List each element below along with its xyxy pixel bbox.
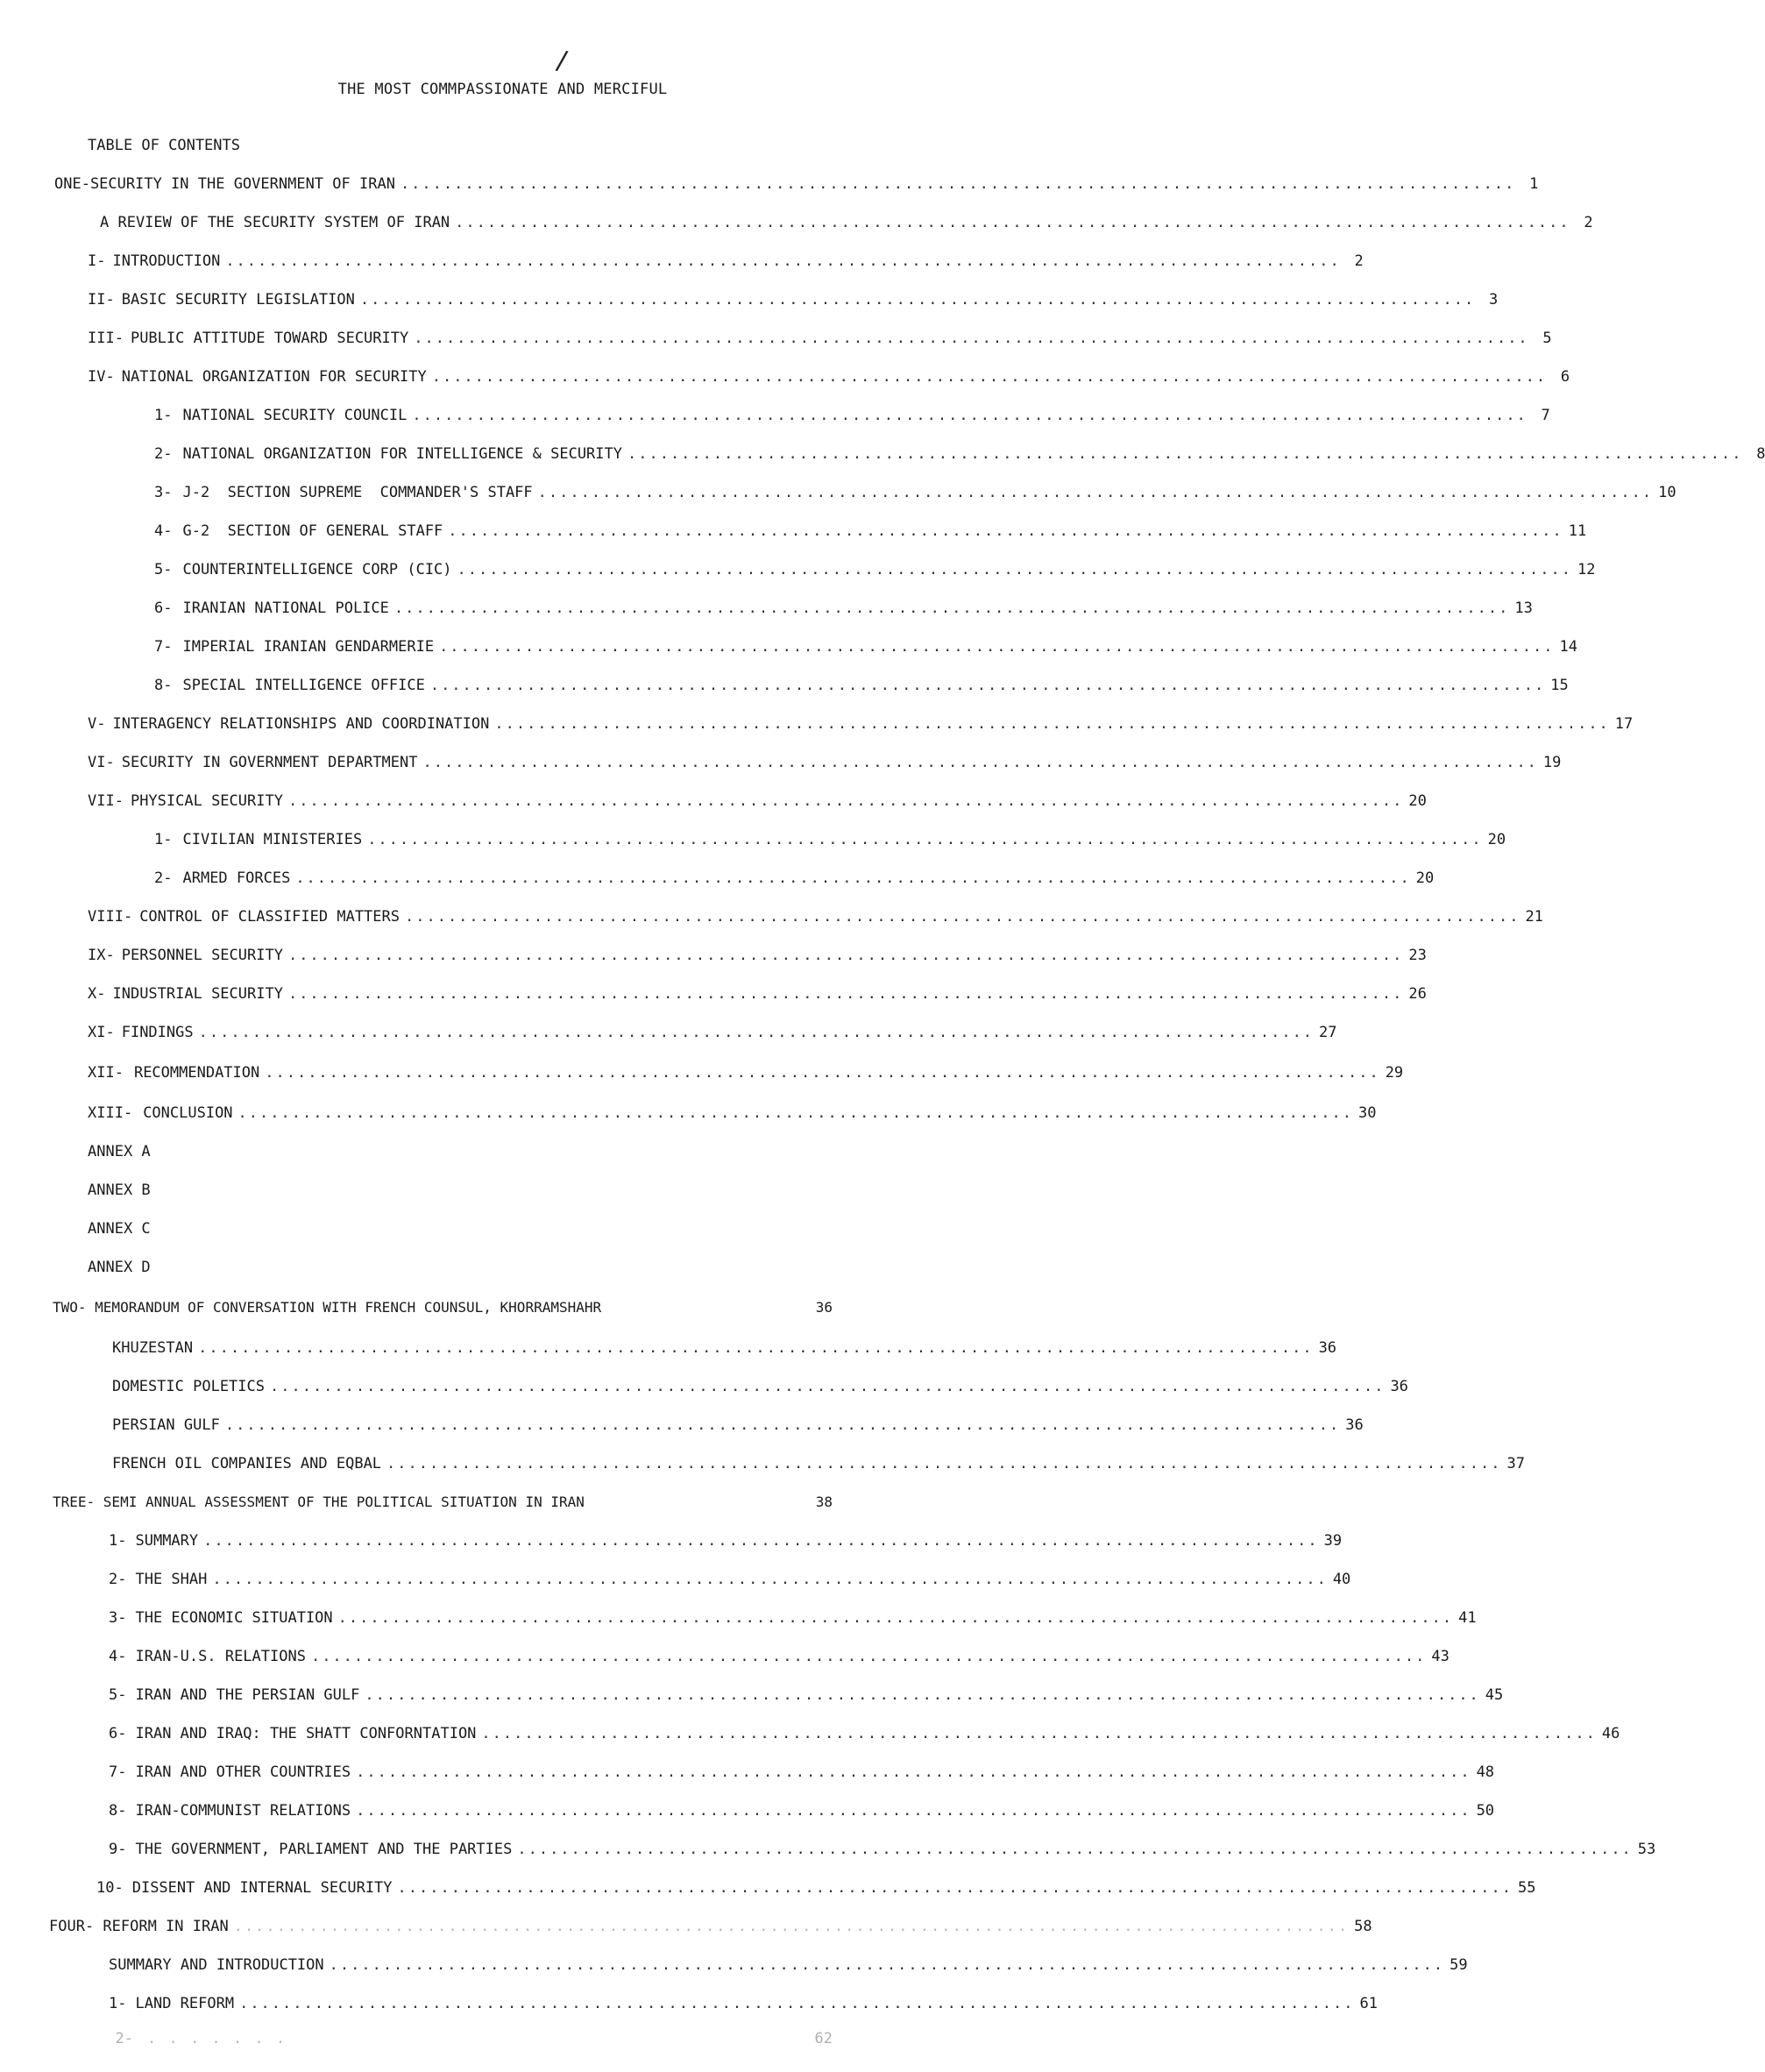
toc-entry [88, 252, 1364, 275]
toc-entry-page: 48 [1476, 1763, 1495, 1781]
toc-entry-page: 43 [1431, 1648, 1450, 1665]
toc-entry [54, 175, 1539, 198]
dot-leader: ........................................................................................................ [397, 1879, 1513, 1897]
toc-entry [88, 985, 1427, 1008]
toc-entry-page: 20 [1415, 869, 1435, 887]
toc-entry-number: 3- [109, 1609, 127, 1627]
toc-entry-label: IRAN-U.S. RELATIONS [135, 1648, 306, 1665]
toc-entry [109, 1763, 1495, 1786]
dot-leader: ........................................................................................................ [393, 600, 1510, 617]
toc-entry-label: IRAN AND OTHER COUNTRIES [135, 1763, 351, 1781]
toc-entry [49, 1918, 1372, 1941]
toc-entry-page: 3 [1489, 291, 1499, 309]
dot-leader: ........................................................................................................ [203, 1532, 1319, 1550]
toc-entry-page: 13 [1514, 600, 1533, 617]
toc-entry-label: CONTROL OF CLASSIFIED MATTERS [139, 908, 400, 926]
toc-entry-page: 17 [1614, 715, 1634, 733]
dot-leader: ........................................................................................................ [198, 1024, 1315, 1041]
toc-entry [109, 1686, 1504, 1709]
dot-leader: ........................................................................................................ [494, 715, 1610, 733]
toc-entry-page: 58 [1354, 1918, 1372, 1935]
toc-entry [109, 1956, 1468, 1979]
toc-entry-page: 6 [1560, 368, 1570, 386]
toc-entry [109, 1532, 1343, 1555]
toc-entry [154, 831, 1506, 854]
toc-entry-number: 2- [154, 869, 173, 887]
toc-entry-label: G-2 SECTION OF GENERAL STAFF [182, 522, 443, 540]
toc-entry-label: SPECIAL INTELLIGENCE OFFICE [182, 677, 425, 694]
toc-entry-cutoff [109, 2030, 833, 2047]
toc-entry-number: 6- [109, 1725, 127, 1742]
toc-entry-number: 7- [154, 638, 173, 656]
toc-entry-number: 4- [109, 1648, 127, 1665]
toc-entry-label: SECURITY IN GOVERNMENT DEPARTMENT [121, 754, 418, 771]
toc-entry [154, 445, 1765, 468]
toc-entry-page: 36 [815, 1299, 833, 1316]
toc-entry-page: 19 [1542, 754, 1562, 771]
toc-entry-page: 61 [1359, 1995, 1378, 2012]
toc-entry [109, 1802, 1495, 1825]
toc-entry-label: IRAN AND THE PERSIAN GULF [135, 1686, 360, 1704]
dot-leader: ........................................................................................................ [270, 1378, 1386, 1395]
toc-entry-page: 46 [1601, 1725, 1620, 1742]
toc-entry-page: 23 [1408, 947, 1427, 964]
toc-entry-number: VI- [88, 754, 115, 771]
toc-entry-label: PUBLIC ATTITUDE TOWARD SECURITY [130, 330, 409, 347]
toc-entry-label: SUMMARY AND INTRODUCTION [109, 1956, 324, 1974]
toc-entry-label: FOUR- REFORM IN IRAN [49, 1918, 229, 1935]
toc-entry-number: 7- [109, 1763, 127, 1781]
toc-entry [53, 1299, 833, 1322]
toc-entry-page: 20 [1408, 792, 1427, 810]
toc-entry-number: 8- [109, 1802, 127, 1820]
toc-entry [154, 561, 1596, 584]
toc-entry [154, 600, 1533, 622]
toc-entry-label: PERSIAN GULF [112, 1416, 220, 1434]
toc-entry-page: 15 [1550, 677, 1569, 694]
toc-entry-number: 1- [154, 407, 173, 424]
annex-entry [88, 1220, 438, 1243]
toc-entry [154, 407, 1550, 429]
dot-leader: . . . . . . . [147, 2030, 287, 2047]
dot-leader: ........................................................................................................ [405, 908, 1520, 926]
toc-entry-number: III- [88, 330, 124, 347]
dot-leader: ........................................................................................................ [537, 484, 1654, 501]
toc-entry-label: FRENCH OIL COMPANIES AND EQBAL [112, 1455, 382, 1472]
toc-entry-page: 12 [1577, 561, 1596, 578]
dot-leader: ........................................................................................................ [287, 792, 1404, 810]
toc-entry-page: 10 [1658, 484, 1676, 501]
toc-entry [88, 1024, 1337, 1047]
toc-entry-number: VIII- [88, 908, 133, 926]
toc-entry-number: 1- [109, 1532, 127, 1550]
dot-leader: ........................................................................................................ [337, 1609, 1454, 1627]
dot-leader: ........................................................................................................ [225, 252, 1341, 270]
toc-entry-page: 2 [1584, 214, 1593, 231]
toc-entry-page: 14 [1559, 638, 1577, 656]
toc-entry [112, 1378, 1408, 1401]
toc-entry-label: IRANIAN NATIONAL POLICE [182, 600, 389, 617]
dot-leader: ........................................................................................................ [448, 522, 1563, 540]
toc-entry [112, 1416, 1364, 1439]
toc-entry [96, 1879, 1536, 1902]
toc-entry-number: 4- [154, 522, 173, 540]
toc-entry [109, 1995, 1378, 2018]
toc-entry-label: RECOMMENDATION [133, 1064, 260, 1082]
dot-leader: ........................................................................................................ [429, 677, 1546, 694]
toc-entry [109, 1725, 1620, 1748]
toc-entry-label: NATIONAL ORGANIZATION FOR SECURITY [121, 368, 427, 386]
toc-entry-page: 2 [1354, 252, 1364, 270]
toc-entry-number: XIII- [88, 1104, 133, 1122]
toc-entry-label: J-2 SECTION SUPREME COMMANDER'S STAFF [182, 484, 533, 501]
toc-entry-page: 20 [1487, 831, 1506, 848]
toc-entry-label: A REVIEW OF THE SECURITY SYSTEM OF IRAN [100, 214, 450, 231]
dot-leader: ........................................................................................................ [212, 1571, 1328, 1588]
toc-entry [112, 1339, 1337, 1362]
toc-entry [88, 754, 1562, 777]
toc-entry-label: DOMESTIC POLETICS [112, 1378, 265, 1395]
annex-entry [88, 1143, 438, 1166]
toc-entry-number: 3- [154, 484, 173, 501]
toc-entry-label: INTERAGENCY RELATIONSHIPS AND COORDINATION [112, 715, 490, 733]
toc-entry [100, 214, 1593, 237]
dot-leader: ........................................................................................................ [457, 561, 1572, 578]
toc-entry-number: XII- [88, 1064, 124, 1082]
toc-entry-number: XI- [88, 1024, 115, 1041]
dot-leader: ........................................................................................................ [295, 869, 1411, 887]
toc-entry-label: NATIONAL SECURITY COUNCIL [182, 407, 408, 424]
toc-entry-label: FINDINGS [121, 1024, 194, 1041]
annex-label: ANNEX B [88, 1181, 151, 1199]
dot-leader: ........................................................................................................ [329, 1956, 1445, 1974]
dot-leader: ........................................................................................................ [455, 214, 1570, 231]
toc-entry-label: INTRODUCTION [112, 252, 221, 270]
toc-entry-label: THE SHAH [135, 1571, 208, 1588]
dot-leader: ........................................................................................................ [439, 638, 1555, 656]
toc-entry-number: II- [88, 291, 115, 309]
toc-entry-page: 40 [1332, 1571, 1351, 1588]
dot-leader: ........................................................................................................ [239, 1995, 1355, 2012]
toc-entry-page: 62 [814, 2030, 833, 2047]
dot-leader: ........................................................................................................ [356, 1802, 1471, 1820]
toc-entry-page: 50 [1476, 1802, 1495, 1820]
toc-entry [88, 291, 1499, 314]
toc-entry [154, 677, 1569, 699]
dot-leader: ........................................................................................................ [359, 291, 1476, 309]
toc-entry-label: INDUSTRIAL SECURITY [112, 985, 283, 1003]
toc-entry-page: 36 [1318, 1339, 1337, 1357]
annex-label: ANNEX A [88, 1143, 151, 1160]
toc-entry-label: DISSENT AND INTERNAL SECURITY [131, 1879, 393, 1897]
annex-entry [88, 1259, 438, 1281]
toc-entry-number: V- [88, 715, 106, 733]
toc-entry-number: 8- [154, 677, 173, 694]
toc-entry-page: 41 [1458, 1609, 1477, 1627]
annex-entry [88, 1181, 438, 1204]
dot-leader: ........................................................................................................ [310, 1648, 1427, 1665]
dot-leader: ........................................................................................................ [198, 1339, 1314, 1357]
toc-entry [154, 484, 1676, 507]
dot-leader: ........................................................................................................ [237, 1104, 1353, 1122]
toc-entry-page: 27 [1319, 1024, 1337, 1041]
dot-leader: ........................................................................................................ [367, 831, 1483, 848]
toc-entry [88, 330, 1552, 352]
toc-entry [88, 947, 1427, 969]
toc-entry-page: 55 [1517, 1879, 1536, 1897]
toc-entry [88, 908, 1543, 931]
toc-entry-label: TWO- MEMORANDUM OF CONVERSATION WITH FRENCH COUNSUL, KHORRAMSHAHR [53, 1299, 602, 1316]
toc-entry-label: CIVILIAN MINISTERIES [182, 831, 363, 848]
dot-leader: ........................................................................................................ [481, 1725, 1597, 1742]
toc-entry-label: COUNTERINTELLIGENCE CORP (CIC) [182, 561, 452, 578]
dot-leader: ........................................................................................................ [627, 445, 1743, 463]
toc-heading: TABLE OF CONTENTS [88, 137, 240, 154]
toc-entry-label: NATIONAL ORGANIZATION FOR INTELLIGENCE & SECURITY [182, 445, 622, 463]
toc-entry-label: LAND REFORM [135, 1995, 235, 2012]
annex-label: ANNEX C [88, 1220, 151, 1238]
dot-leader: ........................................................................................................ [224, 1416, 1341, 1434]
toc-entry-number: I- [88, 252, 106, 270]
toc-entry-label: IRAN AND IRAQ: THE SHATT CONFORNTATION [135, 1725, 477, 1742]
dot-leader: ........................................................................................................ [414, 330, 1529, 347]
toc-entry-page: 37 [1506, 1455, 1525, 1472]
toc-entry-number: IX- [88, 947, 115, 964]
toc-entry [109, 1841, 1656, 1863]
toc-entry-label: PERSONNEL SECURITY [121, 947, 283, 964]
dot-leader: ........................................................................................................ [287, 985, 1404, 1003]
page-mark: / [554, 45, 570, 77]
toc-entry-page: 11 [1568, 522, 1587, 540]
toc-entry-page: 7 [1541, 407, 1550, 424]
dot-leader: ........................................................................................................ [517, 1841, 1633, 1858]
toc-entry-label: IRAN-COMMUNIST RELATIONS [135, 1802, 351, 1820]
toc-entry [53, 1494, 833, 1516]
toc-entry [88, 1104, 1377, 1127]
toc-entry-number: 10- [96, 1879, 124, 1897]
dot-leader: ........................................................................................................ [287, 947, 1404, 964]
toc-entry-number: X- [88, 985, 106, 1003]
toc-entry [88, 715, 1634, 738]
dot-leader: ........................................................................................................ [356, 1763, 1471, 1781]
toc-entry-number: 5- [154, 561, 173, 578]
toc-entry-number: 1- [109, 1995, 127, 2012]
toc-entry-label: BASIC SECURITY LEGISLATION [121, 291, 355, 309]
toc-entry-label: SUMMARY [135, 1532, 199, 1550]
toc-entry [154, 522, 1587, 545]
toc-entry-page: 5 [1542, 330, 1552, 347]
toc-entry-number: 2- [115, 2030, 133, 2047]
toc-entry-label: CONCLUSION [143, 1104, 233, 1122]
toc-entry-page: 53 [1637, 1841, 1656, 1858]
toc-entry-number: IV- [88, 368, 115, 386]
annex-label: ANNEX D [88, 1259, 151, 1276]
page-title: THE MOST COMMPASSIONATE AND MERCIFUL [337, 81, 668, 98]
dot-leader: ........................................................................................................ [233, 1918, 1350, 1935]
toc-entry-page: 29 [1385, 1064, 1404, 1082]
toc-entry [109, 1571, 1351, 1593]
dot-leader: ........................................................................................................ [431, 368, 1548, 386]
toc-entry-label: ONE-SECURITY IN THE GOVERNMENT OF IRAN [54, 175, 395, 193]
toc-entry-page: 38 [815, 1494, 833, 1510]
toc-entry-page: 8 [1756, 445, 1765, 463]
toc-entry-label: THE GOVERNMENT, PARLIAMENT AND THE PARTIES [135, 1841, 513, 1858]
dot-leader: ........................................................................................................ [412, 407, 1528, 424]
toc-entry-page: 45 [1485, 1686, 1504, 1704]
dot-leader: ........................................................................................................ [400, 175, 1516, 193]
toc-entry [88, 1064, 1404, 1087]
toc-entry-number: 9- [109, 1841, 127, 1858]
toc-entry-number: 6- [154, 600, 173, 617]
toc-entry [154, 869, 1435, 892]
dot-leader: ........................................................................................................ [386, 1455, 1502, 1472]
toc-entry-label: KHUZESTAN [112, 1339, 194, 1357]
dot-leader: ........................................................................................................ [422, 754, 1538, 771]
toc-entry-page: 21 [1525, 908, 1543, 926]
toc-entry-number: 2- [154, 445, 173, 463]
toc-entry-label: TREE- SEMI ANNUAL ASSESSMENT OF THE POLITICAL SITUATION IN IRAN [53, 1494, 585, 1510]
toc-entry-number: 2- [109, 1571, 127, 1588]
toc-entry-label: ARMED FORCES [182, 869, 291, 887]
toc-entry-number: 1- [154, 831, 173, 848]
toc-entry-number: VII- [88, 792, 124, 810]
toc-entry-page: 36 [1345, 1416, 1364, 1434]
toc-entry-page: 30 [1357, 1104, 1377, 1122]
toc-entry [88, 792, 1427, 815]
dot-leader: ........................................................................................................ [365, 1686, 1480, 1704]
toc-entry [109, 1609, 1477, 1632]
toc-entry-page: 36 [1390, 1378, 1408, 1395]
toc-entry-number: 5- [109, 1686, 127, 1704]
toc-entry-page: 26 [1408, 985, 1427, 1003]
toc-entry-page: 1 [1529, 175, 1539, 193]
toc-entry-label: PHYSICAL SECURITY [130, 792, 283, 810]
toc-entry [109, 1648, 1450, 1671]
toc-entry-page: 39 [1323, 1532, 1343, 1550]
toc-entry [112, 1455, 1525, 1478]
toc-entry-label: IMPERIAL IRANIAN GENDARMERIE [182, 638, 435, 656]
dot-leader: ........................................................................................................ [265, 1064, 1380, 1082]
toc-entry-page: 59 [1450, 1956, 1468, 1974]
toc-entry [88, 368, 1570, 391]
toc-entry [154, 638, 1577, 661]
toc-entry-label: THE ECONOMIC SITUATION [135, 1609, 333, 1627]
